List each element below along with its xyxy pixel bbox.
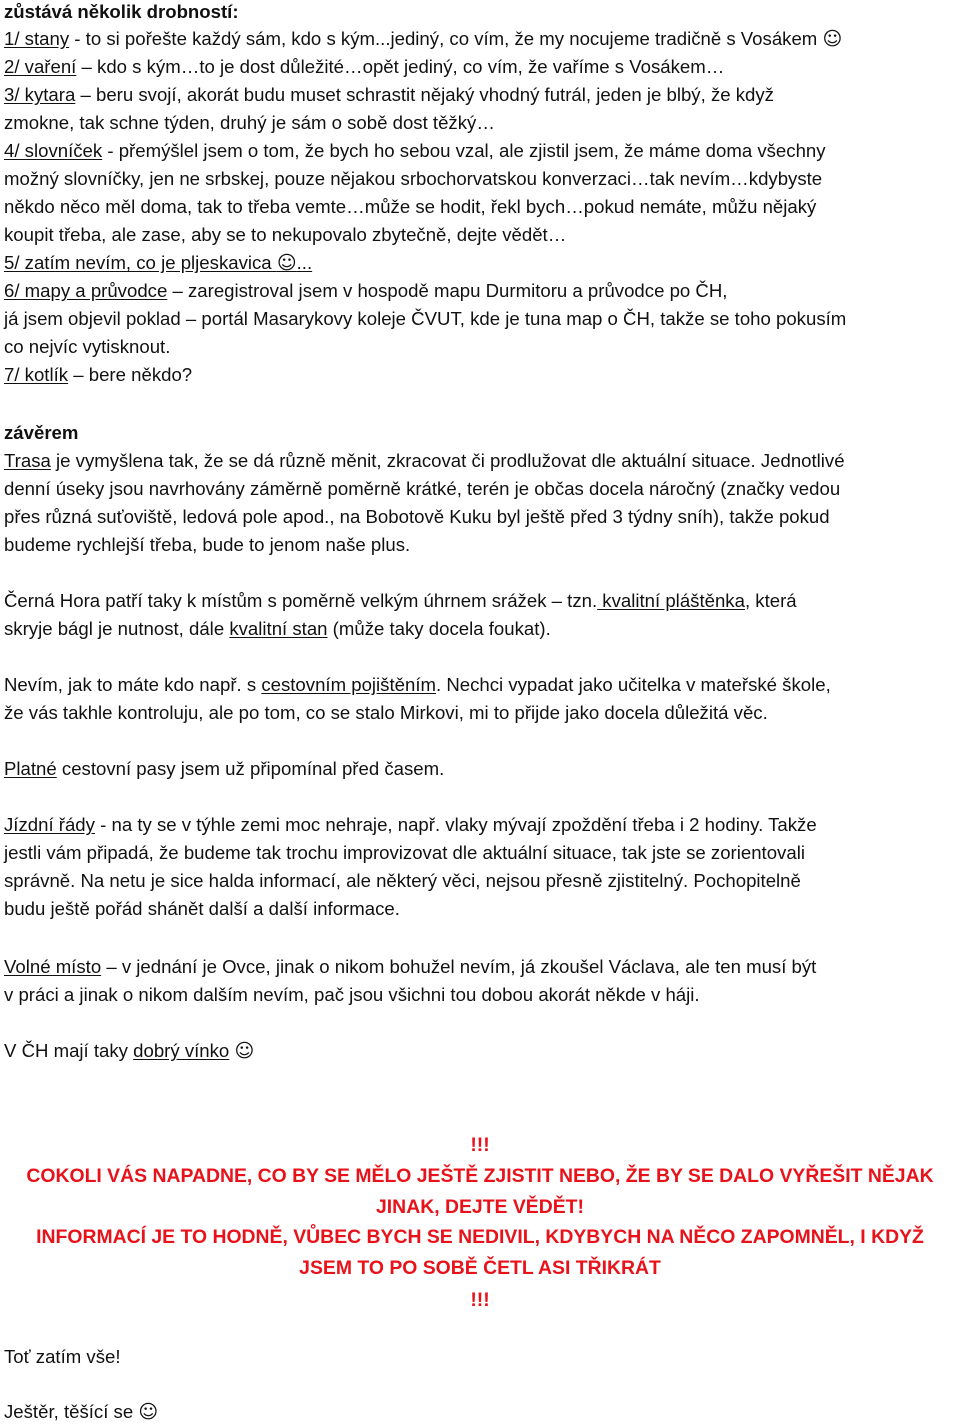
underlined-term: kvalitní stan bbox=[229, 618, 328, 639]
paragraph-line: skryje bágl je nutnost, dále kvalitní stan (může taky docela foukat). bbox=[4, 618, 551, 639]
list-item-continuation: někdo něco měl doma, tak to třeba vemte…může se hodit, řekl bych…pokud nemáte, můžu nějaký bbox=[4, 196, 817, 217]
underlined-term: Platné bbox=[4, 758, 57, 779]
paragraph-insurance: Nevím, jak to máte kdo např. s cestovním pojištěním. Nechci vypadat jako učitelka v mateřské škole, bbox=[4, 674, 831, 695]
underlined-term: cestovním pojištěním bbox=[261, 674, 436, 695]
alert-marks: !!! bbox=[470, 1134, 490, 1156]
signature: Ještěr, těšící se ☺ bbox=[4, 1401, 159, 1423]
item-label: 5/ zatím nevím, co je pljeskavica ☺... bbox=[4, 252, 313, 274]
paragraph-line: že vás takhle kontroluju, ale po tom, co se stalo Mirkovi, mi to přijde jako docela důležitá věc. bbox=[4, 702, 768, 723]
smiley-icon: ☺ bbox=[822, 28, 843, 50]
closing-text: Toť zatím vše! bbox=[4, 1346, 121, 1367]
alert-marks: !!! bbox=[470, 1289, 490, 1311]
item-label: 6/ mapy a průvodce bbox=[4, 280, 168, 301]
paragraph-line: budu ještě pořád shánět další a další informace. bbox=[4, 898, 400, 919]
list-item-continuation: možný slovníčky, jen ne srbskej, pouze nějakou srbochorvatskou konverzaci…tak nevím…kdybyste bbox=[4, 168, 823, 189]
heading: zůstává několik drobností: bbox=[4, 1, 239, 22]
smiley-icon: ☺ bbox=[276, 252, 297, 274]
underlined-term: kvalitní pláštěnka bbox=[597, 590, 745, 611]
paragraph-free-spot: Volné místo – v jednání je Ovce, jinak o nikom bohužel nevím, já zkoušel Václava, ale ten musí být bbox=[4, 956, 817, 977]
list-item bbox=[4, 249, 312, 277]
list-item: 1/ stany - to si pořešte každý sám, kdo s kým...jediný, co vím, že my nocujeme tradičně s Vosákem ☺ bbox=[4, 28, 843, 50]
item-label: 2/ vaření bbox=[4, 56, 77, 77]
alert-line: COKOLI VÁS NAPADNE, CO BY SE MĚLO JEŠTĚ ZJISTIT NEBO, ŽE BY SE DALO VYŘEŠIT NĚJAK bbox=[26, 1165, 934, 1187]
smiley-icon: ☺ bbox=[234, 1040, 255, 1062]
list-item: 4/ slovníček - přemýšlel jsem o tom, že bych ho sebou vzal, ale zjistil jsem, že máme doma všechny bbox=[4, 140, 826, 161]
alert-line: JSEM TO PO SOBĚ ČETL ASI TŘIKRÁT bbox=[299, 1257, 661, 1279]
item-label: 4/ slovníček bbox=[4, 140, 103, 161]
item-label: 1/ stany bbox=[4, 28, 70, 49]
paragraph-line: správně. Na netu je sice halda informací, ale některý věci, nejsou přesně zjistitelný. Pochopitelně bbox=[4, 870, 801, 891]
underlined-term: Volné místo bbox=[4, 956, 102, 977]
list-item: 2/ vaření – kdo s kým…to je dost důležité…opět jediný, co vím, že vaříme s Vosákem… bbox=[4, 56, 725, 77]
smiley-icon: ☺ bbox=[138, 1401, 159, 1423]
alert-line: JINAK, DEJTE VĚDĚT! bbox=[376, 1196, 584, 1218]
paragraph-timetables: Jízdní řády - na ty se v týhle zemi moc nehraje, např. vlaky mývají zpoždění třeba i 2 hodiny. Takže bbox=[4, 814, 817, 835]
underlined-term: Trasa bbox=[4, 450, 51, 471]
paragraph-line: jestli vám připadá, že budeme tak trochu improvizovat dle aktuální situace, tak jste se zorientovali bbox=[4, 842, 805, 863]
list-item-continuation: koupit třeba, ale zase, aby se to nekupovalo zbytečně, dejte vědět… bbox=[4, 224, 567, 245]
paragraph-line: přes různá suťoviště, ledová pole apod., na Bobotově Kuku byl ještě před 3 týdny sníh), takže pokud bbox=[4, 506, 830, 527]
item-label: 3/ kytara bbox=[4, 84, 76, 105]
list-item-continuation: zmokne, tak schne týden, druhý je sám o sobě dost těžký… bbox=[4, 112, 495, 133]
paragraph-line: budeme rychlejší třeba, bude to jenom naše plus. bbox=[4, 534, 411, 555]
paragraph-line: v práci a jinak o nikom dalším nevím, pač jsou všichni tou dobou akorát někde v háji. bbox=[4, 984, 700, 1005]
list-item: 3/ kytara – beru svojí, akorát budu muset schrastit nějaký vhodný futrál, jeden je blbý, že když bbox=[4, 84, 774, 105]
paragraph-line: denní úseky jsou navrhovány záměrně poměrně krátké, terén je občas docela náročný (značky vedou bbox=[4, 478, 841, 499]
paragraph-weather: Černá Hora patří taky k místům s poměrně velkým úhrnem srážek – tzn. kvalitní pláštěnka, která bbox=[4, 590, 797, 611]
underlined-term: dobrý vínko bbox=[133, 1040, 230, 1061]
alert-line: INFORMACÍ JE TO HODNĚ, VŮBEC BYCH SE NEDIVIL, KDYBYCH NA NĚCO ZAPOMNĚL, I KDYŽ bbox=[36, 1226, 924, 1248]
paragraph-wine: V ČH mají taky dobrý vínko ☺ bbox=[4, 1040, 255, 1062]
paragraph-route: Trasa je vymyšlena tak, že se dá různě měnit, zkracovat či prodlužovat dle aktuální situace. Jednotlivé bbox=[4, 450, 845, 471]
list-item-continuation: co nejvíc vytisknout. bbox=[4, 336, 171, 357]
conclusion-heading: závěrem bbox=[4, 422, 79, 443]
list-item-continuation: já jsem objevil poklad – portál Masarykovy koleje ČVUT, kde je tuna map o ČH, takže se toho pokusím bbox=[4, 308, 847, 329]
underlined-term: Jízdní řády bbox=[4, 814, 95, 835]
list-item: 6/ mapy a průvodce – zaregistroval jsem v hospodě mapu Durmitoru a průvodce po ČH, bbox=[4, 280, 728, 301]
list-item: 7/ kotlík – bere někdo? bbox=[4, 364, 193, 385]
item-label: 7/ kotlík bbox=[4, 364, 69, 385]
paragraph-passports: Platné cestovní pasy jsem už připomínal před časem. bbox=[4, 758, 445, 779]
